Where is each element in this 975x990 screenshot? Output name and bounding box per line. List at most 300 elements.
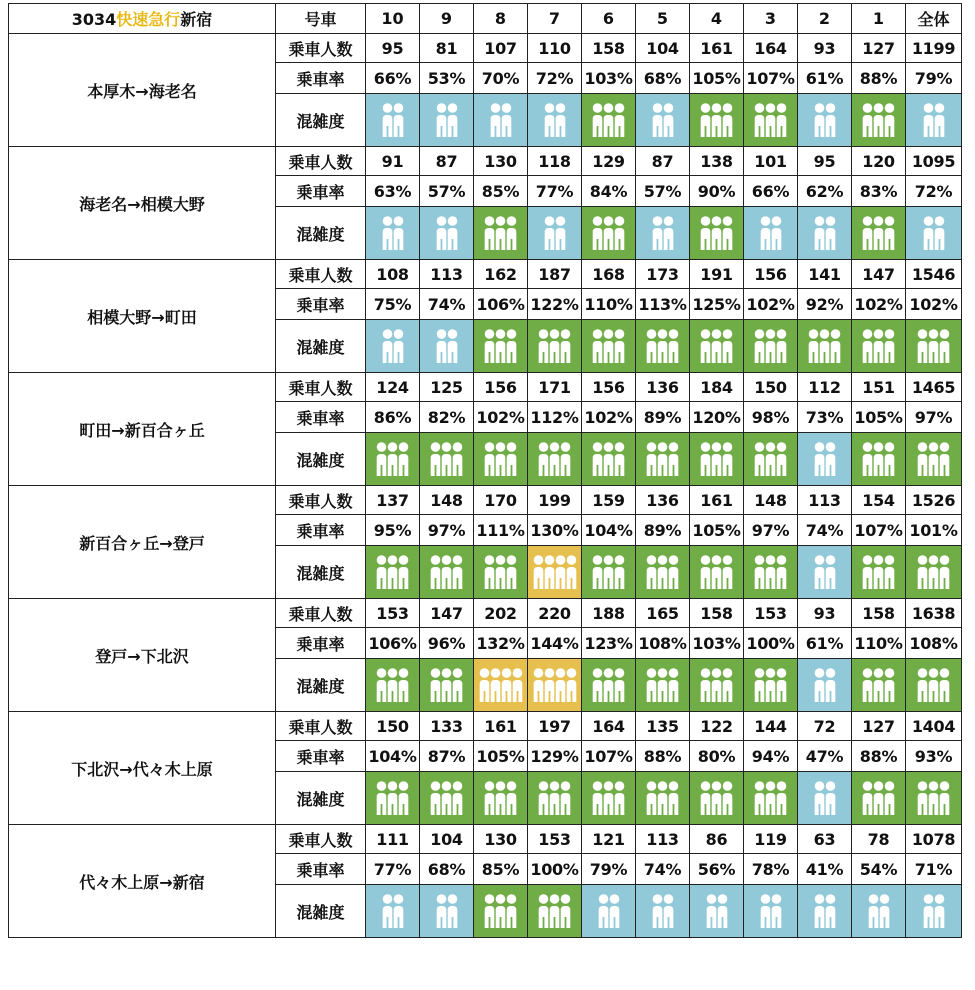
passenger-count-cell: 158 (582, 34, 636, 63)
congestion-cell (420, 546, 474, 599)
congestion-level-mid (852, 207, 905, 259)
congestion-level-low (798, 659, 851, 711)
passenger-count-cell: 124 (366, 373, 420, 402)
occupancy-rate-cell: 68% (636, 63, 690, 94)
congestion-level-mid (528, 320, 581, 372)
people-icon (916, 779, 951, 817)
congestion-cell (528, 94, 582, 147)
segment-name: 本厚木→海老名 (9, 34, 276, 147)
occupancy-rate-cell: 101% (906, 515, 962, 546)
people-icon (489, 101, 513, 139)
congestion-cell (528, 546, 582, 599)
congestion-cell (474, 433, 528, 486)
congestion-level-mid (474, 320, 527, 372)
occupancy-rate-cell: 106% (474, 289, 528, 320)
row-label-crowd: 混雑度 (276, 207, 366, 260)
occupancy-rate-cell: 87% (420, 741, 474, 772)
passenger-count-cell: 156 (474, 373, 528, 402)
congestion-level-mid (744, 659, 797, 711)
people-icon (651, 101, 675, 139)
segment-name: 登戸→下北沢 (9, 599, 276, 712)
occupancy-rate-cell: 78% (744, 854, 798, 885)
congestion-level-mid (744, 433, 797, 485)
row-label-crowd: 混雑度 (276, 772, 366, 825)
passenger-count-cell: 91 (366, 147, 420, 176)
passenger-count-cell: 110 (528, 34, 582, 63)
row-label-passengers: 乗車人数 (276, 373, 366, 402)
congestion-level-mid (906, 433, 961, 485)
congestion-cell (798, 885, 852, 938)
passenger-count-cell: 1078 (906, 825, 962, 854)
passenger-count-cell: 113 (636, 825, 690, 854)
people-icon (813, 666, 837, 704)
passenger-count-cell: 165 (636, 599, 690, 628)
congestion-level-low (798, 885, 851, 937)
people-icon (753, 327, 788, 365)
congestion-level-mid (582, 207, 635, 259)
total-congestion-cell (906, 885, 962, 938)
people-icon (922, 101, 946, 139)
occupancy-rate-cell: 113% (636, 289, 690, 320)
congestion-level-low (690, 885, 743, 937)
people-icon (645, 666, 680, 704)
row-label-passengers: 乗車人数 (276, 486, 366, 515)
car-number: 10 (366, 4, 420, 34)
congestion-level-mid (420, 772, 473, 824)
passenger-count-cell: 125 (420, 373, 474, 402)
passenger-count-cell: 144 (744, 712, 798, 741)
row-label-crowd: 混雑度 (276, 94, 366, 147)
passenger-count-cell: 188 (582, 599, 636, 628)
congestion-cell (528, 433, 582, 486)
passenger-count-cell: 147 (852, 260, 906, 289)
total-congestion-cell (906, 772, 962, 825)
congestion-cell (852, 659, 906, 712)
passenger-count-cell: 95 (798, 147, 852, 176)
people-icon (483, 553, 518, 591)
passenger-count-cell: 87 (636, 147, 690, 176)
congestion-cell (366, 772, 420, 825)
occupancy-rate-cell: 110% (582, 289, 636, 320)
people-icon (537, 327, 572, 365)
people-icon (597, 892, 621, 930)
people-icon (861, 214, 896, 252)
congestion-cell (798, 659, 852, 712)
congestion-cell (366, 659, 420, 712)
people-icon (651, 892, 675, 930)
passenger-count-cell: 78 (852, 825, 906, 854)
occupancy-rate-cell: 108% (636, 628, 690, 659)
occupancy-rate-cell: 105% (852, 402, 906, 433)
congestion-level-mid (366, 659, 419, 711)
congestion-level-high (528, 546, 581, 598)
row-label-crowd: 混雑度 (276, 433, 366, 486)
people-icon (813, 892, 837, 930)
row-label-passengers: 乗車人数 (276, 712, 366, 741)
occupancy-rate-cell: 144% (528, 628, 582, 659)
passenger-count-cell: 120 (852, 147, 906, 176)
congestion-cell (852, 546, 906, 599)
occupancy-rate-cell: 47% (798, 741, 852, 772)
people-icon (699, 779, 734, 817)
congestion-level-low (420, 94, 473, 146)
congestion-level-low (366, 320, 419, 372)
congestion-cell (582, 433, 636, 486)
occupancy-rate-cell: 88% (852, 63, 906, 94)
occupancy-rate-cell: 103% (690, 628, 744, 659)
passenger-count-cell: 148 (420, 486, 474, 515)
congestion-level-low (906, 207, 961, 259)
passenger-count-cell: 136 (636, 373, 690, 402)
passenger-count-cell: 104 (420, 825, 474, 854)
congestion-cell (474, 659, 528, 712)
congestion-cell (636, 546, 690, 599)
passenger-count-cell: 86 (690, 825, 744, 854)
people-icon (813, 553, 837, 591)
congestion-level-mid (636, 546, 689, 598)
occupancy-rate-cell: 97% (744, 515, 798, 546)
congestion-level-low (798, 207, 851, 259)
occupancy-rate-cell: 123% (582, 628, 636, 659)
congestion-level-low (744, 885, 797, 937)
occupancy-rate-cell: 92% (798, 289, 852, 320)
row-label-rate: 乗車率 (276, 628, 366, 659)
congestion-cell (528, 885, 582, 938)
occupancy-rate-cell: 62% (798, 176, 852, 207)
people-icon (429, 440, 464, 478)
row-label-passengers: 乗車人数 (276, 825, 366, 854)
occupancy-rate-cell: 85% (474, 854, 528, 885)
congestion-level-mid (474, 207, 527, 259)
passenger-count-cell: 1465 (906, 373, 962, 402)
people-icon (867, 892, 891, 930)
car-number: 4 (690, 4, 744, 34)
segment-name: 新百合ヶ丘→登戸 (9, 486, 276, 599)
passenger-count-row (9, 260, 962, 289)
congestion-level-mid (474, 885, 527, 937)
passenger-count-row (9, 34, 962, 63)
row-label-crowd: 混雑度 (276, 885, 366, 938)
passenger-count-cell: 63 (798, 825, 852, 854)
congestion-level-mid (852, 546, 905, 598)
people-icon (381, 214, 405, 252)
occupancy-rate-cell: 95% (366, 515, 420, 546)
row-label-rate: 乗車率 (276, 741, 366, 772)
people-icon (381, 327, 405, 365)
congestion-cell (528, 659, 582, 712)
congestion-level-low (852, 885, 905, 937)
people-icon (429, 553, 464, 591)
people-icon (591, 666, 626, 704)
passenger-count-row (9, 599, 962, 628)
congestion-level-mid (366, 433, 419, 485)
passenger-count-cell: 129 (582, 147, 636, 176)
occupancy-rate-cell: 102% (474, 402, 528, 433)
occupancy-rate-cell: 94% (744, 741, 798, 772)
occupancy-rate-cell: 61% (798, 63, 852, 94)
passenger-count-cell: 202 (474, 599, 528, 628)
people-icon (483, 440, 518, 478)
congestion-cell (744, 546, 798, 599)
passenger-count-cell: 153 (366, 599, 420, 628)
congestion-cell (474, 885, 528, 938)
occupancy-rate-cell: 111% (474, 515, 528, 546)
passenger-count-cell: 72 (798, 712, 852, 741)
congestion-cell (636, 320, 690, 373)
congestion-cell (420, 885, 474, 938)
passenger-count-cell: 81 (420, 34, 474, 63)
passenger-count-cell: 127 (852, 712, 906, 741)
congestion-cell (744, 320, 798, 373)
occupancy-rate-cell: 100% (744, 628, 798, 659)
occupancy-rate-cell: 63% (366, 176, 420, 207)
passenger-count-cell: 107 (474, 34, 528, 63)
congestion-level-low (420, 207, 473, 259)
passenger-count-cell: 133 (420, 712, 474, 741)
passenger-count-cell: 197 (528, 712, 582, 741)
congestion-cell (798, 94, 852, 147)
congestion-cell (852, 885, 906, 938)
car-number: 7 (528, 4, 582, 34)
people-icon (435, 327, 459, 365)
occupancy-rate-cell: 107% (582, 741, 636, 772)
congestion-level-mid (744, 94, 797, 146)
occupancy-rate-cell: 132% (474, 628, 528, 659)
row-label-rate: 乗車率 (276, 63, 366, 94)
occupancy-rate-cell: 73% (798, 402, 852, 433)
occupancy-rate-cell: 79% (582, 854, 636, 885)
congestion-level-mid (582, 320, 635, 372)
passenger-count-cell: 164 (582, 712, 636, 741)
congestion-level-mid (906, 320, 961, 372)
passenger-count-cell: 164 (744, 34, 798, 63)
passenger-count-cell: 148 (744, 486, 798, 515)
occupancy-rate-cell: 86% (366, 402, 420, 433)
passenger-count-cell: 158 (852, 599, 906, 628)
people-icon (813, 440, 837, 478)
passenger-count-row (9, 373, 962, 402)
people-icon (753, 101, 788, 139)
congestion-level-mid (690, 207, 743, 259)
people-icon (807, 327, 842, 365)
congestion-level-low (528, 94, 581, 146)
congestion-cell (366, 320, 420, 373)
occupancy-rate-cell: 66% (744, 176, 798, 207)
congestion-level-low (420, 320, 473, 372)
occupancy-rate-cell: 96% (420, 628, 474, 659)
congestion-level-mid (852, 772, 905, 824)
total-label: 全体 (906, 4, 962, 34)
congestion-cell (366, 207, 420, 260)
congestion-cell (636, 885, 690, 938)
occupancy-rate-cell: 82% (420, 402, 474, 433)
congestion-level-mid (690, 433, 743, 485)
congestion-cell (636, 207, 690, 260)
people-icon (922, 892, 946, 930)
congestion-level-mid (690, 546, 743, 598)
people-icon (537, 779, 572, 817)
congestion-cell (852, 433, 906, 486)
people-icon (699, 666, 734, 704)
congestion-cell (636, 94, 690, 147)
people-icon (916, 553, 951, 591)
occupancy-rate-cell: 61% (798, 628, 852, 659)
congestion-level-mid (744, 546, 797, 598)
people-icon (699, 440, 734, 478)
passenger-count-cell: 162 (474, 260, 528, 289)
occupancy-rate-cell: 89% (636, 515, 690, 546)
people-icon (591, 779, 626, 817)
congestion-level-mid (474, 772, 527, 824)
passenger-count-cell: 161 (690, 486, 744, 515)
congestion-level-low (582, 885, 635, 937)
people-icon (645, 327, 680, 365)
passenger-count-cell: 159 (582, 486, 636, 515)
congestion-level-mid (366, 772, 419, 824)
occupancy-rate-cell: 56% (690, 854, 744, 885)
passenger-count-cell: 154 (852, 486, 906, 515)
row-label-rate: 乗車率 (276, 854, 366, 885)
congestion-level-mid (906, 772, 961, 824)
congestion-level-mid (636, 433, 689, 485)
occupancy-rate-cell: 84% (582, 176, 636, 207)
passenger-count-cell: 122 (690, 712, 744, 741)
passenger-count-cell: 1095 (906, 147, 962, 176)
passenger-count-cell: 108 (366, 260, 420, 289)
occupancy-rate-cell: 110% (852, 628, 906, 659)
passenger-count-cell: 138 (690, 147, 744, 176)
occupancy-rate-cell: 72% (528, 63, 582, 94)
congestion-cell (690, 207, 744, 260)
people-icon (478, 666, 524, 704)
passenger-count-cell: 153 (744, 599, 798, 628)
congestion-cell (528, 207, 582, 260)
congestion-cell (690, 320, 744, 373)
occupancy-rate-cell: 88% (852, 741, 906, 772)
occupancy-rate-cell: 112% (528, 402, 582, 433)
passenger-count-cell: 1638 (906, 599, 962, 628)
congestion-cell (690, 546, 744, 599)
passenger-count-cell: 113 (420, 260, 474, 289)
congestion-level-low (636, 94, 689, 146)
congestion-cell (636, 659, 690, 712)
people-icon (591, 214, 626, 252)
congestion-cell (744, 94, 798, 147)
congestion-level-low (798, 546, 851, 598)
people-icon (591, 553, 626, 591)
passenger-count-row (9, 147, 962, 176)
occupancy-rate-cell: 68% (420, 854, 474, 885)
people-icon (483, 327, 518, 365)
segment-name: 海老名→相模大野 (9, 147, 276, 260)
people-icon (699, 553, 734, 591)
congestion-level-mid (582, 433, 635, 485)
occupancy-rate-cell: 129% (528, 741, 582, 772)
congestion-cell (690, 659, 744, 712)
row-label-passengers: 乗車人数 (276, 147, 366, 176)
congestion-cell (798, 772, 852, 825)
occupancy-rate-cell: 97% (906, 402, 962, 433)
passenger-count-cell: 153 (528, 825, 582, 854)
people-icon (483, 214, 518, 252)
congestion-cell (690, 772, 744, 825)
row-label-rate: 乗車率 (276, 515, 366, 546)
congestion-cell (582, 772, 636, 825)
car-number: 9 (420, 4, 474, 34)
car-number: 6 (582, 4, 636, 34)
train-type: 快速急行 (116, 10, 181, 29)
total-congestion-cell (906, 207, 962, 260)
people-icon (651, 214, 675, 252)
car-number: 8 (474, 4, 528, 34)
passenger-count-cell: 130 (474, 825, 528, 854)
passenger-count-cell: 156 (744, 260, 798, 289)
congestion-level-mid (636, 320, 689, 372)
people-icon (375, 553, 410, 591)
occupancy-rate-cell: 90% (690, 176, 744, 207)
passenger-count-row (9, 825, 962, 854)
train-title (9, 4, 276, 34)
total-congestion-cell (906, 320, 962, 373)
passenger-count-cell: 111 (366, 825, 420, 854)
occupancy-rate-cell: 102% (852, 289, 906, 320)
congestion-level-mid (366, 546, 419, 598)
occupancy-rate-cell: 74% (636, 854, 690, 885)
congestion-level-mid (420, 546, 473, 598)
occupancy-rate-cell: 107% (852, 515, 906, 546)
occupancy-rate-cell: 75% (366, 289, 420, 320)
people-icon (537, 440, 572, 478)
occupancy-rate-cell: 77% (528, 176, 582, 207)
people-icon (435, 892, 459, 930)
passenger-count-cell: 1404 (906, 712, 962, 741)
occupancy-rate-cell: 102% (744, 289, 798, 320)
car-number: 1 (852, 4, 906, 34)
passenger-count-cell: 150 (744, 373, 798, 402)
occupancy-rate-cell: 103% (582, 63, 636, 94)
passenger-count-cell: 199 (528, 486, 582, 515)
congestion-cell (582, 94, 636, 147)
congestion-cell (798, 546, 852, 599)
congestion-level-mid (906, 546, 961, 598)
congestion-level-mid (852, 433, 905, 485)
occupancy-rate-cell: 105% (690, 515, 744, 546)
people-icon (753, 440, 788, 478)
people-icon (381, 892, 405, 930)
people-icon (861, 440, 896, 478)
passenger-count-cell: 93 (798, 599, 852, 628)
occupancy-rate-cell: 97% (420, 515, 474, 546)
occupancy-rate-cell: 74% (420, 289, 474, 320)
congestion-cell (744, 659, 798, 712)
people-icon (916, 440, 951, 478)
occupancy-rate-cell: 125% (690, 289, 744, 320)
congestion-cell (690, 885, 744, 938)
people-icon (813, 101, 837, 139)
occupancy-rate-cell: 72% (906, 176, 962, 207)
occupancy-rate-cell: 83% (852, 176, 906, 207)
people-icon (861, 553, 896, 591)
people-icon (645, 779, 680, 817)
people-icon (861, 666, 896, 704)
passenger-count-cell: 104 (636, 34, 690, 63)
passenger-count-cell: 118 (528, 147, 582, 176)
total-congestion-cell (906, 546, 962, 599)
congestion-level-mid (852, 659, 905, 711)
congestion-cell (420, 772, 474, 825)
congestion-cell (744, 433, 798, 486)
congestion-level-low (528, 207, 581, 259)
